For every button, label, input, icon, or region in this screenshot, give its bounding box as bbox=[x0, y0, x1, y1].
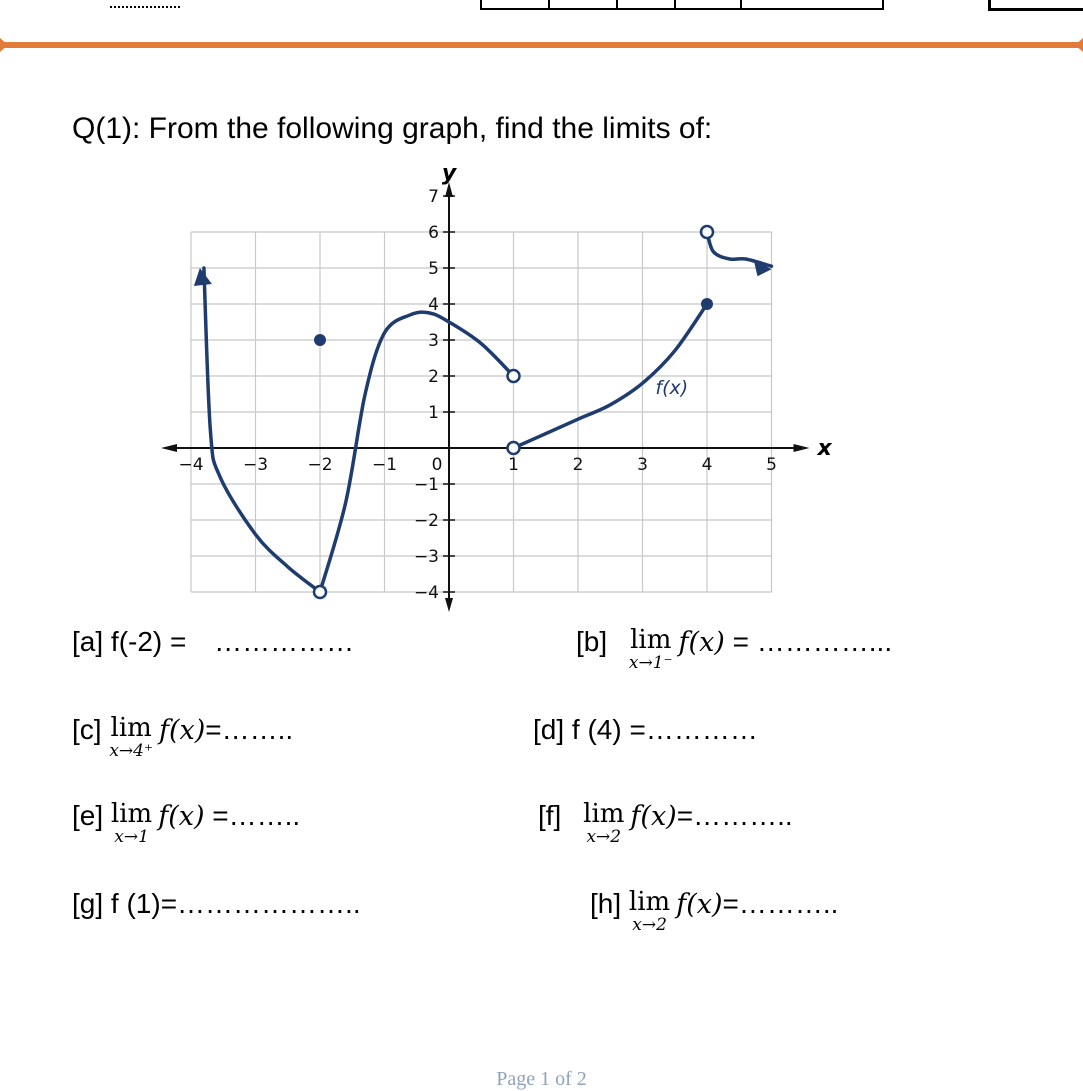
y-tick-label: −4 bbox=[413, 583, 439, 603]
open-point bbox=[701, 226, 713, 238]
function-graph bbox=[150, 160, 840, 615]
answer-f-blank[interactable]: =……….. bbox=[676, 800, 793, 831]
x-tick-label: −2 bbox=[307, 455, 333, 475]
y-tick-label: 2 bbox=[428, 367, 439, 387]
answer-b bbox=[576, 626, 892, 672]
limit-expression: lim x→1⁻ bbox=[628, 625, 673, 673]
x-axis-arrow-left bbox=[161, 444, 177, 452]
answer-c-label: [c] bbox=[72, 714, 102, 745]
answer-d-label: [d] f (4) =………… bbox=[533, 714, 758, 745]
y-axis-label: y bbox=[441, 161, 457, 186]
x-tick-label: 1 bbox=[508, 455, 519, 475]
function-symbol: f(x) bbox=[630, 801, 677, 832]
y-tick-label: −2 bbox=[413, 511, 439, 531]
page-number: Page 1 of 2 bbox=[496, 1068, 587, 1090]
limit-expression: lim x→1 bbox=[110, 799, 153, 847]
answer-b-label: [b] bbox=[576, 626, 608, 657]
x-tick-label: 0 bbox=[431, 455, 443, 475]
answer-f-label: [f] bbox=[538, 800, 562, 831]
x-tick-label: 3 bbox=[637, 455, 648, 475]
filled-point bbox=[314, 334, 326, 346]
curve-segment-1 bbox=[204, 268, 320, 592]
function-symbol: f(x) bbox=[158, 715, 206, 746]
curve-segment-4 bbox=[707, 232, 772, 266]
answer-h bbox=[590, 888, 838, 934]
x-tick-label: −1 bbox=[371, 455, 398, 475]
answer-h-label: [h] bbox=[590, 888, 622, 919]
limit-expression: lim x→2 bbox=[583, 799, 625, 847]
open-point bbox=[508, 370, 520, 382]
answer-a-label: [a] f(-2) = bbox=[72, 626, 187, 657]
y-tick-label: −1 bbox=[413, 475, 439, 495]
x-tick-label: −4 bbox=[178, 455, 204, 475]
y-tick-label: 7 bbox=[428, 187, 439, 207]
limit-expression: lim x→4⁺ bbox=[109, 713, 153, 761]
y-tick-label: 1 bbox=[428, 403, 439, 423]
x-axis-arrow-right bbox=[794, 444, 810, 452]
answer-h-blank[interactable]: =……….. bbox=[722, 888, 839, 919]
answer-e bbox=[72, 800, 300, 846]
open-point bbox=[508, 442, 520, 454]
answer-c bbox=[72, 714, 293, 760]
x-axis-label: x bbox=[817, 436, 832, 461]
y-tick-label: 6 bbox=[428, 223, 439, 243]
y-tick-label: 3 bbox=[428, 331, 439, 351]
x-tick-label: 5 bbox=[766, 455, 777, 475]
answer-b-blank[interactable]: = …………... bbox=[724, 626, 893, 657]
answer-g[interactable] bbox=[72, 888, 361, 920]
answer-a-blank[interactable]: …………… bbox=[214, 626, 355, 657]
function-symbol: f(x) bbox=[678, 627, 725, 658]
function-symbol: f(x) bbox=[158, 801, 205, 832]
y-tick-label: 5 bbox=[428, 259, 439, 279]
answer-e-blank[interactable]: =…….. bbox=[204, 800, 301, 831]
limit-expression: lim x→2 bbox=[628, 887, 671, 935]
y-tick-label: −3 bbox=[413, 547, 439, 567]
answer-e-label: [e] bbox=[72, 800, 104, 831]
function-symbol: f(x) bbox=[676, 889, 723, 920]
header-field-dotted bbox=[110, 0, 180, 8]
orange-divider bbox=[0, 38, 1083, 52]
header-score-table bbox=[480, 0, 884, 10]
answer-a bbox=[72, 626, 354, 658]
x-tick-label: 4 bbox=[701, 455, 713, 475]
answer-f bbox=[538, 800, 793, 846]
question-text: Q(1): From the following graph, find the limits of: bbox=[72, 112, 713, 145]
x-tick-label: 2 bbox=[572, 455, 584, 475]
open-point bbox=[314, 586, 326, 598]
answer-c-blank[interactable]: =…….. bbox=[205, 714, 294, 745]
y-tick-label: 4 bbox=[428, 295, 439, 315]
header-box-right bbox=[988, 0, 1083, 11]
filled-point bbox=[701, 298, 713, 310]
y-axis-arrow-down bbox=[445, 598, 453, 612]
answer-d[interactable] bbox=[533, 714, 758, 746]
x-tick-label: −3 bbox=[242, 455, 269, 475]
curve-label: f(x) bbox=[655, 377, 689, 399]
answer-g-label: [g] f (1)=……………….. bbox=[72, 888, 361, 919]
